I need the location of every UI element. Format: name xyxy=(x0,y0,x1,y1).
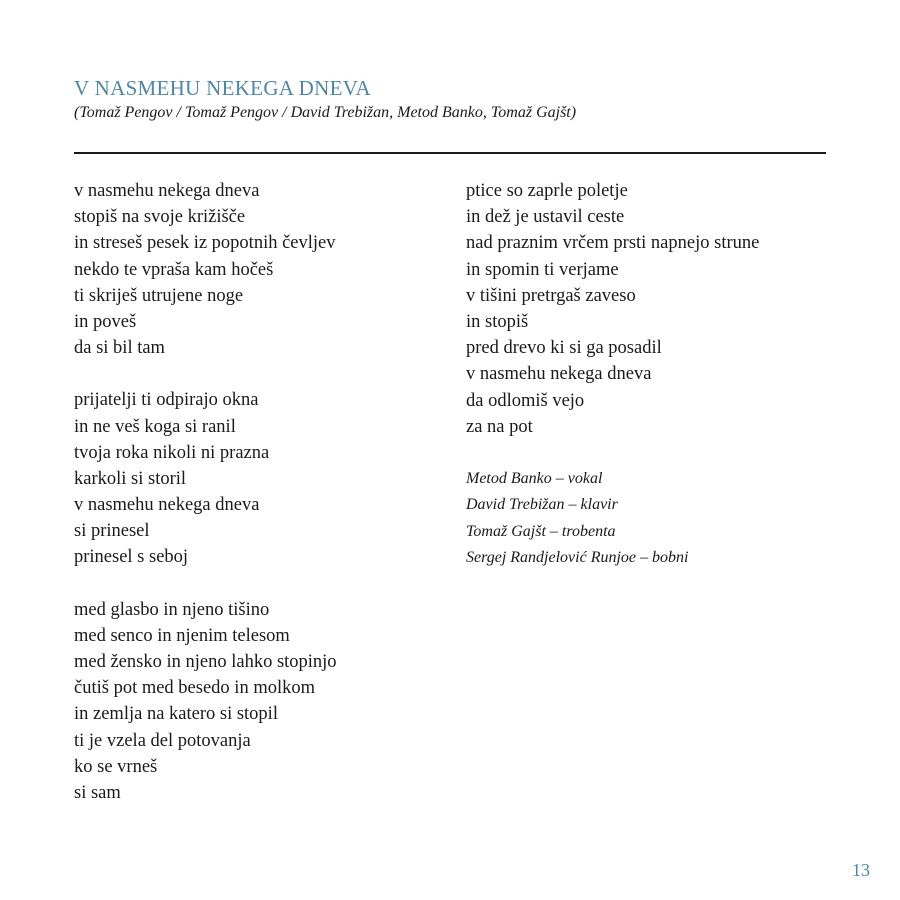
lyric-line: in spomin ti verjame xyxy=(466,259,619,280)
song-credits: (Tomaž Pengov / Tomaž Pengov / David Trebižan, Metod Banko, Tomaž Gajšt) xyxy=(74,104,577,121)
lyric-line: ptice so zaprle poletje xyxy=(466,181,628,201)
lyric-line: da si bil tam xyxy=(74,338,165,359)
lyric-line: in stopiš xyxy=(466,311,529,332)
performer-credit: Sergej Randjelović Runjoe – bobni xyxy=(466,549,689,567)
lyric-line: prijatelji ti odpirajo okna xyxy=(74,390,259,411)
lyric-line: karkoli si storil xyxy=(74,468,187,489)
lyric-line: stopiš na svoje križišče xyxy=(74,207,246,228)
song-title: V NASMEHU NEKEGA DNEVA xyxy=(74,76,371,100)
lyric-line: ko se vrneš xyxy=(74,756,158,777)
lyric-line: in poveš xyxy=(74,311,137,332)
page-number: 13 xyxy=(852,860,870,880)
performer-list xyxy=(466,466,866,572)
performer-credit: Metod Banko – vokal xyxy=(466,469,603,487)
lyric-line: si sam xyxy=(74,782,121,803)
title-divider xyxy=(74,152,826,154)
lyric-line: pred drevo ki si ga posadil xyxy=(466,338,662,359)
lyric-line: prinesel s seboj xyxy=(74,547,189,568)
stanza-4 xyxy=(466,178,866,440)
lyric-line: v tišini pretrgaš zaveso xyxy=(466,285,636,306)
lyric-line: med senco in njenim telesom xyxy=(74,625,290,646)
lyric-line: ti je vzela del potovanja xyxy=(74,730,251,751)
lyric-line: v nasmehu nekega dneva xyxy=(74,181,260,201)
performer-credit: Tomaž Gajšt – trobenta xyxy=(466,522,616,540)
lyric-line: v nasmehu nekega dneva xyxy=(466,364,652,385)
lyric-line: nad praznim vrčem prsti napnejo strune xyxy=(466,233,760,254)
performer-credit: David Trebižan – klavir xyxy=(466,496,618,514)
lyric-line: med glasbo in njeno tišino xyxy=(74,599,270,620)
lyric-line: ti skriješ utrujene noge xyxy=(74,285,244,306)
lyric-line: čutiš pot med besedo in molkom xyxy=(74,678,315,699)
stanza-2 xyxy=(74,387,434,570)
lyric-line: in streseš pesek iz popotnih čevljev xyxy=(74,233,336,254)
stanza-3 xyxy=(74,597,434,807)
lyric-line: si prinesel xyxy=(74,521,150,542)
lyric-line: nekdo te vpraša kam hočeš xyxy=(74,259,274,280)
stanza-1 xyxy=(74,178,434,361)
lyric-line: v nasmehu nekega dneva xyxy=(74,495,260,516)
lyric-line: in zemlja na katero si stopil xyxy=(74,704,278,725)
lyrics-left-column xyxy=(74,178,434,832)
lyric-line: tvoja roka nikoli ni prazna xyxy=(74,442,270,463)
lyrics-right-column xyxy=(466,178,866,571)
lyric-line: in dež je ustavil ceste xyxy=(466,207,625,228)
lyric-line: in ne veš koga si ranil xyxy=(74,416,236,437)
lyric-line: da odlomiš vejo xyxy=(466,390,585,411)
lyric-line: za na pot xyxy=(466,416,533,437)
lyric-line: med žensko in njeno lahko stopinjo xyxy=(74,652,337,672)
